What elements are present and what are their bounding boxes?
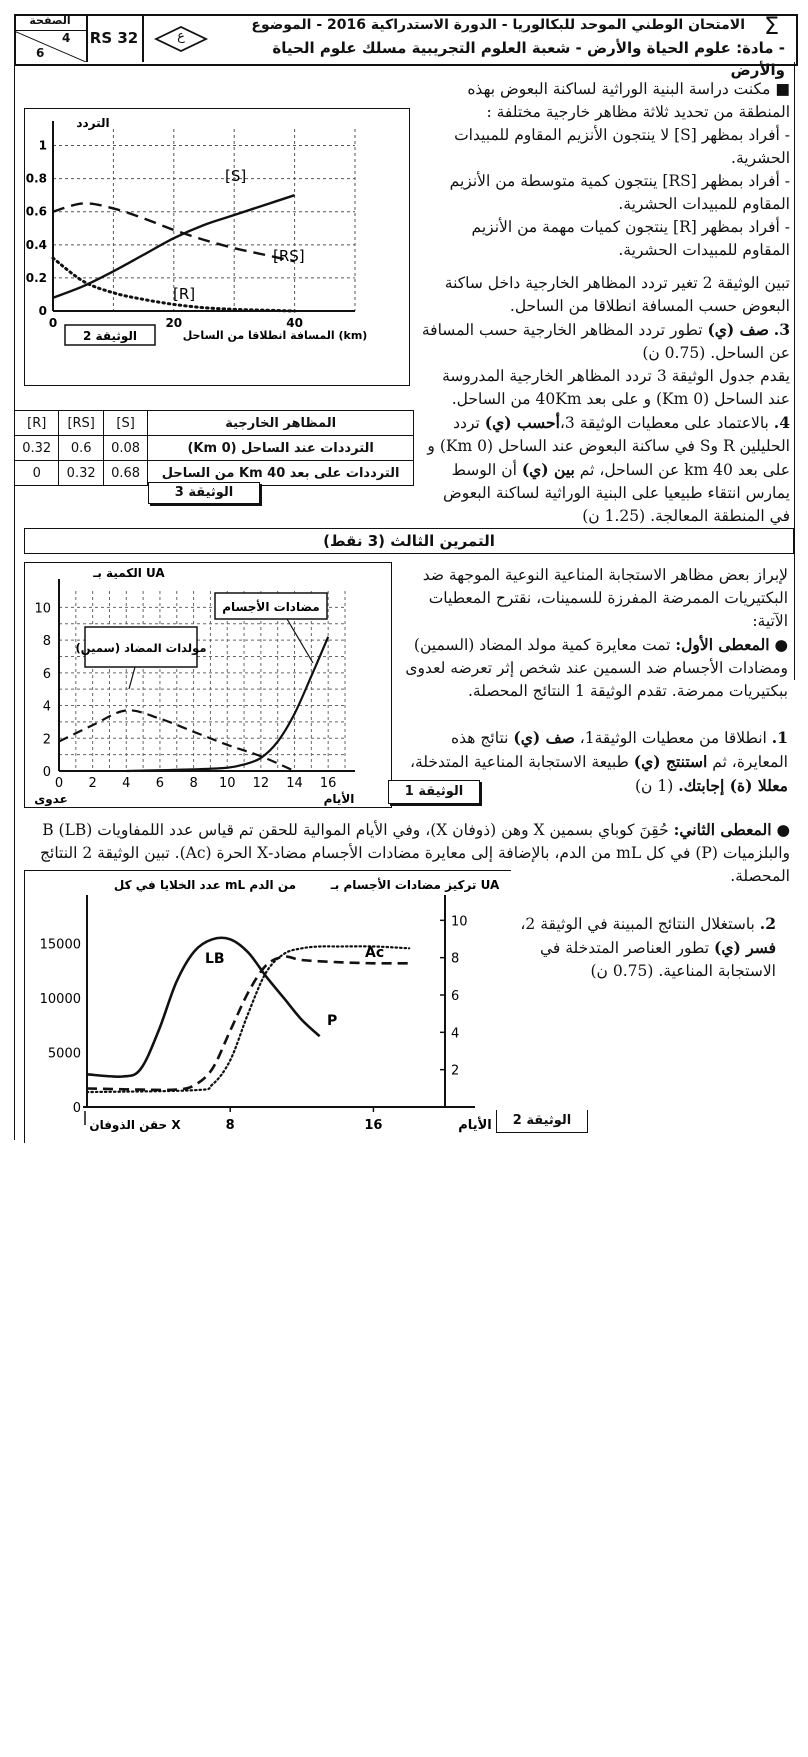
exercise3-title: التمرين الثالث (3 نقط) [24,528,794,554]
bullet-s: - أفراد بمظهر [S] لا ينتجون الأنزيم المقاوم للمبيدات الحشرية. [454,126,790,167]
series-label-lb: LB [205,951,225,967]
doc3-label: الوثيقة 3 [148,482,260,504]
series-label: [S] [225,167,247,185]
x-tick-label: 10 [218,776,236,791]
series-label: [RS] [273,247,305,265]
x-axis-label: الأيام [458,1118,492,1133]
x-tick-label: 8 [189,776,198,791]
x-tick-label: 4 [122,776,131,791]
y-axis-label: الكمية بـ UA [93,566,165,580]
x-tick-label: 12 [252,776,270,791]
y-right-axis-label: تركيز مضادات الأجسام بـ UA [330,878,500,892]
y-left-tick-label: 0 [72,1101,81,1116]
page-diagonal [14,31,86,62]
doc2-label: الوثيقة 2 [83,329,137,343]
subject-code: RS 32 [86,14,144,62]
x-tick-label: 0 [54,776,64,791]
x-tick-label: 0 [48,316,58,330]
table-cell: الترددات عند الساحل (0 Km) [148,436,414,461]
data-2: ● المعطى الثاني: حُقِنَ كوباي بسمين X وهن (ذوفان X)، وفي الأيام الموالية للحقن تم قياس عدد اللمفاويات B (LB) والبلزميات (P) في كل mL من الدم، بالإضافة إلى معايرة مضادات الأجسام مضاد-X الحرة (Ac). تبين الوثيقة 2 النتائج المحصلة. [40,820,790,885]
y-right-tick-label: 10 [451,914,468,930]
series-line-ac [87,946,409,1092]
series-line-lb [87,938,320,1077]
y-right-tick-label: 2 [451,1063,460,1079]
antigen-annotation: مولدات المضاد (سمين) [75,641,207,655]
question-3: 3. صف (ي) تطور تردد المظاهر الخارجية حسب المسافة عن الساحل. (0.75 ن) [421,320,790,362]
table-header-cell: [S] [103,411,147,436]
series-label-ac: Ac [365,945,385,961]
y-tick-label: 6 [42,666,51,682]
x-tick-label: 20 [165,316,183,330]
doc2b-chart [25,871,511,1143]
antigen-arrow [129,667,135,689]
y-right-tick-label: 6 [451,989,460,1004]
table-header-cell: المظاهر الخارجية [148,411,414,436]
table-cell: الترددات على بعد 40 Km من الساحل [148,461,414,486]
series-line-p [87,957,409,1090]
table-header-cell: [RS] [59,411,103,436]
exam-title: الامتحان الوطني الموحد للبكالوريا - الدورة الاستدراكية 2016 - الموضوع [251,17,745,33]
y-left-tick-label: 15000 [39,937,81,953]
y-tick-label: 2 [42,732,51,748]
y-tick-label: 10 [34,601,51,617]
bullet-r: - أفراد بمظهر [R] ينتجون كميات مهمة من الأنزيم المقاوم للمبيدات الحشرية. [471,218,790,259]
doc2-intro: تبين الوثيقة 2 تغير تردد المظاهر الخارجية داخل ساكنة البعوض حسب المسافة انطلاقا من الساحل. [444,274,790,315]
x-tick-label: 2 [88,776,97,791]
table-cell: 0.6 [59,436,103,461]
x-tick-label: 14 [286,776,303,791]
page-label: الصفحة [14,14,86,31]
y-tick-label: 0.2 [25,270,47,285]
doc2b-label: الوثيقة 2 [496,1110,588,1133]
y-left-axis-label: عدد الخلايا في كل mL من الدم [113,878,297,892]
page-number-box [14,14,88,62]
table-header-row [15,411,414,436]
exercise3-intro-block [396,564,788,703]
table-cell: 0.32 [15,436,59,461]
antibody-annotation: مضادات الأجسام [222,600,320,614]
y-tick-label: 0 [42,765,51,780]
y-tick-label: 0 [38,304,47,318]
table-cell: 0 [15,461,59,486]
left-margin-line [14,62,15,1140]
y-left-tick-label: 5000 [47,1046,81,1062]
series-line-s [53,195,295,298]
table-cell: 0.08 [103,436,147,461]
doc2-chart [25,109,409,385]
x-origin-label: حقن الذوفان X [89,1118,181,1132]
table-cell: 0.32 [59,461,103,486]
stamp-letter: ع [177,29,185,44]
x-tick-label: 16 [319,776,337,791]
y-tick-label: 4 [42,699,51,715]
x-axis-label: المسافة انطلاقا من الساحل (km) [182,329,368,342]
y-left-tick-label: 10000 [39,992,81,1008]
y-tick-label: 0.8 [25,171,47,186]
y-tick-label: 0.6 [25,204,47,219]
x-tick-label: 6 [155,776,165,791]
part1-text [420,78,790,528]
table-cell: 0.68 [103,461,147,486]
page-current: 4 [62,31,71,45]
doc2-chart-frame [24,108,410,386]
series-label: [R] [173,285,196,303]
y-tick-label: 0.4 [25,237,47,252]
y-right-tick-label: 8 [451,951,460,967]
table-row [15,436,414,461]
sigma-icon: Σ [764,12,780,40]
x-tick-label: 8 [225,1118,235,1133]
page-total: 6 [36,46,45,60]
y-tick-label: 8 [42,634,51,650]
question-4: 4. بالاعتماد على معطيات الوثيقة 3،أحسب (ي) تردد الحليلين R وS في ساكنة البعوض عند الساحل (0 Km) و على بعد 40 km عن الساحل، ثم بين (ي) أن الوسط يمارس انتقاء طبيعيا على البنية الوراثية لساكنة البعوض في المنطقة المعالجة. (1.25 ن) [427,413,790,525]
x-tick-label: 40 [286,316,303,330]
doc3-table [14,410,414,486]
exercise3-intro: لإبراز بعض مظاهر الاستجابة المناعية النوعية الموجهة ضد البكتيريات الممرضة المفرزة للسمينات، نقترح المعطيات الآتية: [422,566,788,630]
doc2b-chart-frame [24,870,511,1143]
series-label-p: P [327,1013,338,1029]
doc3-intro: يقدم جدول الوثيقة 3 تردد المظاهر الخارجية المدروسة عند الساحل (0 Km) و على بعد 40Km من الساحل. [442,367,790,408]
x-tick-label: 16 [364,1118,383,1133]
doc1-chart [25,563,391,807]
doc1-label: الوثيقة 1 [388,780,480,804]
x-origin-label: عدوى [34,792,68,806]
data-1: ● المعطى الأول: تمت معايرة كمية مولد المضاد (السمين) ومضادات الأجسام ضد السمين عند شخص إثر تعرضه لعدوى ببكتيريات ممرضة. تقدم الوثيقة 1 النتائج المحصلة. [405,635,788,700]
y-tick-label: 1 [38,138,47,153]
right-margin-line [794,62,795,680]
part1-intro: ■ مكنت دراسة البنية الوراثية لساكنة البعوض بهذه المنطقة من تحديد ثلاثة مظاهر خارجية مختلفة : [467,80,790,121]
y-axis-label: التردد [76,116,110,130]
table-header-cell: [R] [15,411,59,436]
question-1: 1. انطلاقا من معطيات الوثيقة1، صف (ي) نتائج هذه المعايرة، ثم استنتج (ي) طبيعة الاستجابة المناعية المتدخلة، معللا (ة) إجابتك. (1 ن) [409,728,788,795]
question-2: 2. باستغلال النتائج المبينة في الوثيقة 2، فسر (ي) تطور العناصر المتدخلة في الاستجابة المناعية. (0.75 ن) [520,914,776,980]
y-right-tick-label: 4 [451,1026,460,1042]
subject-title: - مادة: علوم الحياة والأرض - شعبة العلوم التجريبية مسلك علوم الحياة والأرض [272,39,785,79]
x-axis-label: الأيام [323,792,355,806]
doc1-chart-frame [24,562,392,808]
bullet-rs: - أفراد بمظهر [RS] ينتجون كمية متوسطة من الأنزيم المقاوم للمبيدات الحشرية. [449,172,790,213]
